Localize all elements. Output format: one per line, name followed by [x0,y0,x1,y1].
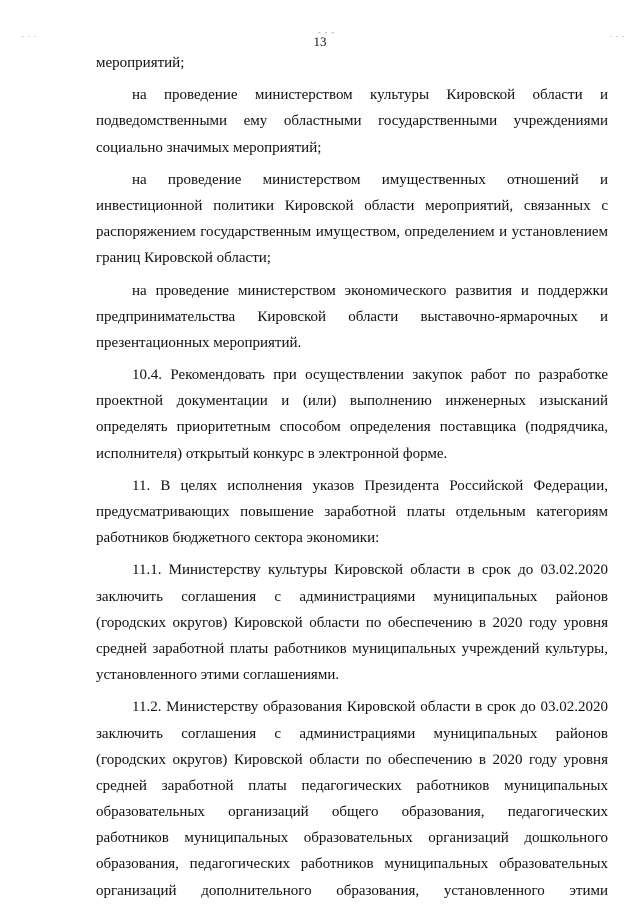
paragraph [96,557,608,688]
text-line: границ Кировской области; [96,250,271,267]
text-line: образовательных организаций общего образования, педагогических [96,804,608,821]
text-line: работников муниципальных образовательных организаций дошкольного [96,830,608,847]
paragraph [96,278,608,357]
text-line: 11.2. Министерству образования Кировской области в срок до 03.02.2020 [132,699,608,716]
text-line: на проведение министерством имущественных отношений и [132,171,608,188]
text-line: 11.1. Министерству культуры Кировской области в срок до 03.02.2020 [132,562,608,579]
text-line: инвестиционной политики Кировской области мероприятий, связанных с [96,197,608,214]
text-line: определять приоритетным способом определения поставщика (подрядчика, [96,419,608,436]
text-line: заключить соглашения с администрациями муниципальных районов [96,588,608,605]
text-line: работников бюджетного сектора экономики: [96,530,380,547]
text-line: средней заработной платы педагогических работников муниципальных [96,777,608,794]
text-line: 10.4. Рекомендовать при осуществлении закупок работ по разработке [132,367,608,384]
paragraph [96,50,608,76]
text-line: образования, педагогических работников муниципальных образовательных [96,856,608,873]
text-line: социально значимых мероприятий; [96,139,322,156]
text-line: (городских округов) Кировской области по обеспечению в 2020 году уровня [96,614,608,631]
text-line: заключить соглашения с администрациями муниципальных районов [96,725,608,742]
text-line: средней заработной платы работников муниципальных учреждений культуры, [96,640,608,657]
text-line: распоряжением государственным имуществом, определением и установлением [96,224,608,241]
paragraph [96,473,608,552]
text-line: 11. В целях исполнения указов Президента Российской Федерации, [132,477,608,494]
text-line: (городских округов) Кировской области по обеспечению в 2020 году уровня [96,751,608,768]
text-line: на проведение министерством культуры Кировской области и [132,87,608,104]
text-line: проектной документации и (или) выполнению инженерных изысканий [96,393,608,410]
text-line: мероприятий; [96,55,185,71]
paragraph [96,82,608,161]
paragraph [96,362,608,467]
text-line: подведомственными ему областными государственными учреждениями [96,113,608,130]
paragraph [96,167,608,272]
text-line: предусматривающих повышение заработной платы отдельным категориям [96,504,608,520]
page-number: 13 [313,34,327,49]
text-line: презентационных мероприятий. [96,334,302,351]
text-line: на проведение министерством экономического развития и поддержки [132,282,608,299]
document-body [96,50,608,910]
paragraph [96,694,608,904]
text-line: установленного этими соглашениями. [96,667,340,684]
text-line: предпринимательства Кировской области выставочно-ярмарочных и [96,308,608,325]
text-line: исполнителя) открытый конкурс в электронной форме. [96,445,448,462]
scan-artifact-right: . . . [610,30,625,39]
scan-artifact-mid: - - - [318,28,335,37]
text-line: организаций дополнительного образования, установленного этими [96,882,608,899]
scan-artifact-left: . . . [22,30,37,39]
